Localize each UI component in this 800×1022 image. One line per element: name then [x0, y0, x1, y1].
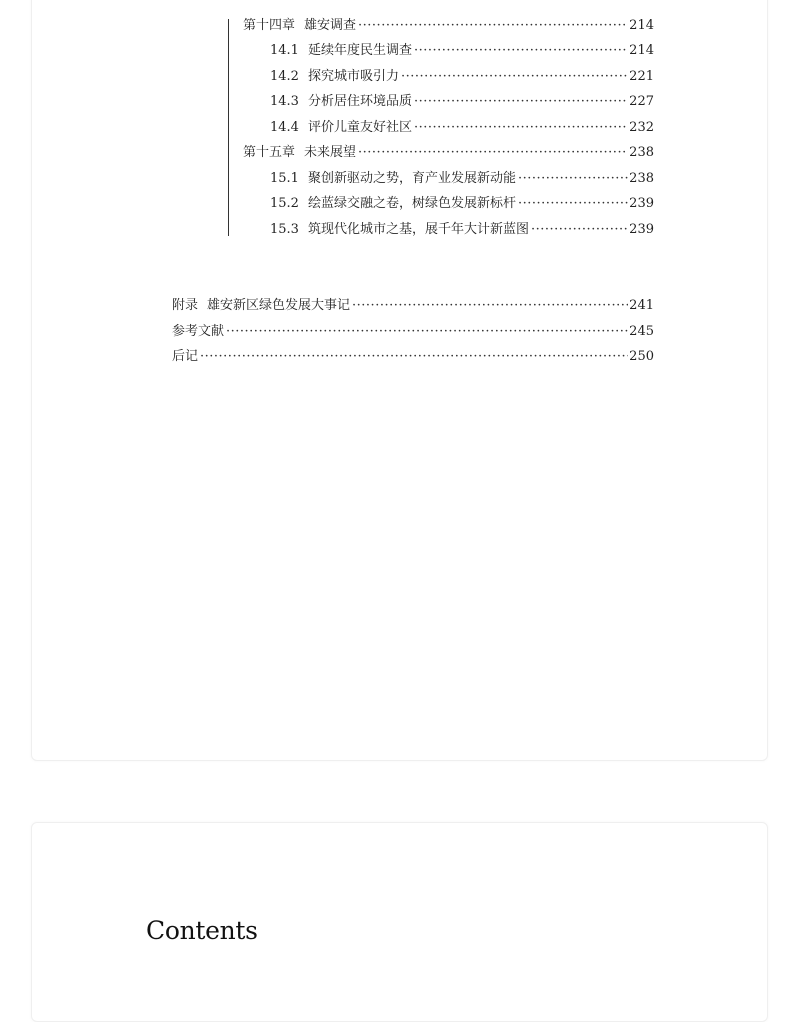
toc-leader-dots: [414, 94, 628, 110]
toc-section-15-3[interactable]: [270, 222, 654, 238]
toc-section-number: 14.1: [270, 43, 299, 58]
toc-page-number: 214: [629, 43, 654, 58]
toc-afterword[interactable]: [172, 349, 654, 365]
toc-leader-dots: [352, 298, 628, 314]
toc-section-number: 14.4: [270, 120, 299, 135]
toc-afterword-title: 后记: [172, 349, 199, 364]
toc-appendix[interactable]: [172, 298, 654, 314]
toc-chapter-title: 未来展望: [304, 145, 357, 160]
toc-page-number: 239: [629, 196, 654, 211]
toc-chapter-number: 第十四章: [243, 18, 296, 33]
toc-section-14-3[interactable]: [270, 94, 654, 110]
toc-section-14-1[interactable]: [270, 43, 654, 59]
toc-page-number: 239: [629, 222, 654, 237]
toc-references-title: 参考文献: [172, 324, 225, 339]
toc-page-number: 227: [629, 94, 654, 109]
toc-page-number: 232: [629, 120, 654, 135]
toc-leader-dots: [401, 69, 628, 85]
toc-section-title: 聚创新驱动之势，育产业发展新动能: [307, 171, 516, 186]
toc-section-title: 筑现代化城市之基，展千年大计新蓝图: [307, 222, 529, 237]
toc-page-number: 221: [629, 69, 654, 84]
document-page-next: [31, 822, 768, 1022]
toc-chapter-14[interactable]: [243, 18, 654, 34]
toc-section-number: 14.3: [270, 94, 299, 109]
toc-page-number: 245: [629, 324, 654, 339]
chapter-group-rule: [228, 19, 229, 236]
toc-chapter-number: 第十五章: [243, 145, 296, 160]
toc-page-number: 214: [629, 18, 654, 33]
toc-section-15-1[interactable]: [270, 171, 654, 187]
toc-appendix-label: 附录: [172, 298, 199, 313]
toc-leader-dots: [531, 222, 628, 238]
toc-leader-dots: [518, 171, 628, 187]
toc-leader-dots: [414, 43, 628, 59]
toc-section-title: 探究城市吸引力: [307, 69, 399, 84]
toc-appendix-title: 雄安新区绿色发展大事记: [207, 298, 351, 313]
toc-section-14-2[interactable]: [270, 69, 654, 85]
document-page: [31, 0, 768, 761]
toc-page-number: 238: [629, 171, 654, 186]
toc-leader-dots: [518, 196, 628, 212]
toc-leader-dots: [358, 145, 628, 161]
toc-section-title: 延续年度民生调查: [307, 43, 412, 58]
toc-leader-dots: [226, 324, 628, 340]
toc-section-title: 分析居住环境品质: [307, 94, 412, 109]
toc-chapter-15[interactable]: [243, 145, 654, 161]
toc-section-title: 绘蓝绿交融之卷，树绿色发展新标杆: [307, 196, 516, 211]
contents-heading: Contents: [146, 916, 258, 945]
toc-references[interactable]: [172, 324, 654, 340]
toc-section-number: 14.2: [270, 69, 299, 84]
toc-page-number: 238: [629, 145, 654, 160]
toc-section-number: 15.3: [270, 222, 299, 237]
toc-section-14-4[interactable]: [270, 120, 654, 136]
toc-leader-dots: [414, 120, 628, 136]
toc-section-number: 15.1: [270, 171, 299, 186]
toc-section-title: 评价儿童友好社区: [307, 120, 412, 135]
toc-section-15-2[interactable]: [270, 196, 654, 212]
toc-page-number: 250: [629, 349, 654, 364]
toc-chapter-title: 雄安调查: [304, 18, 357, 33]
toc-section-number: 15.2: [270, 196, 299, 211]
toc-leader-dots: [200, 349, 628, 365]
toc-page-number: 241: [629, 298, 654, 313]
toc-leader-dots: [358, 18, 628, 34]
